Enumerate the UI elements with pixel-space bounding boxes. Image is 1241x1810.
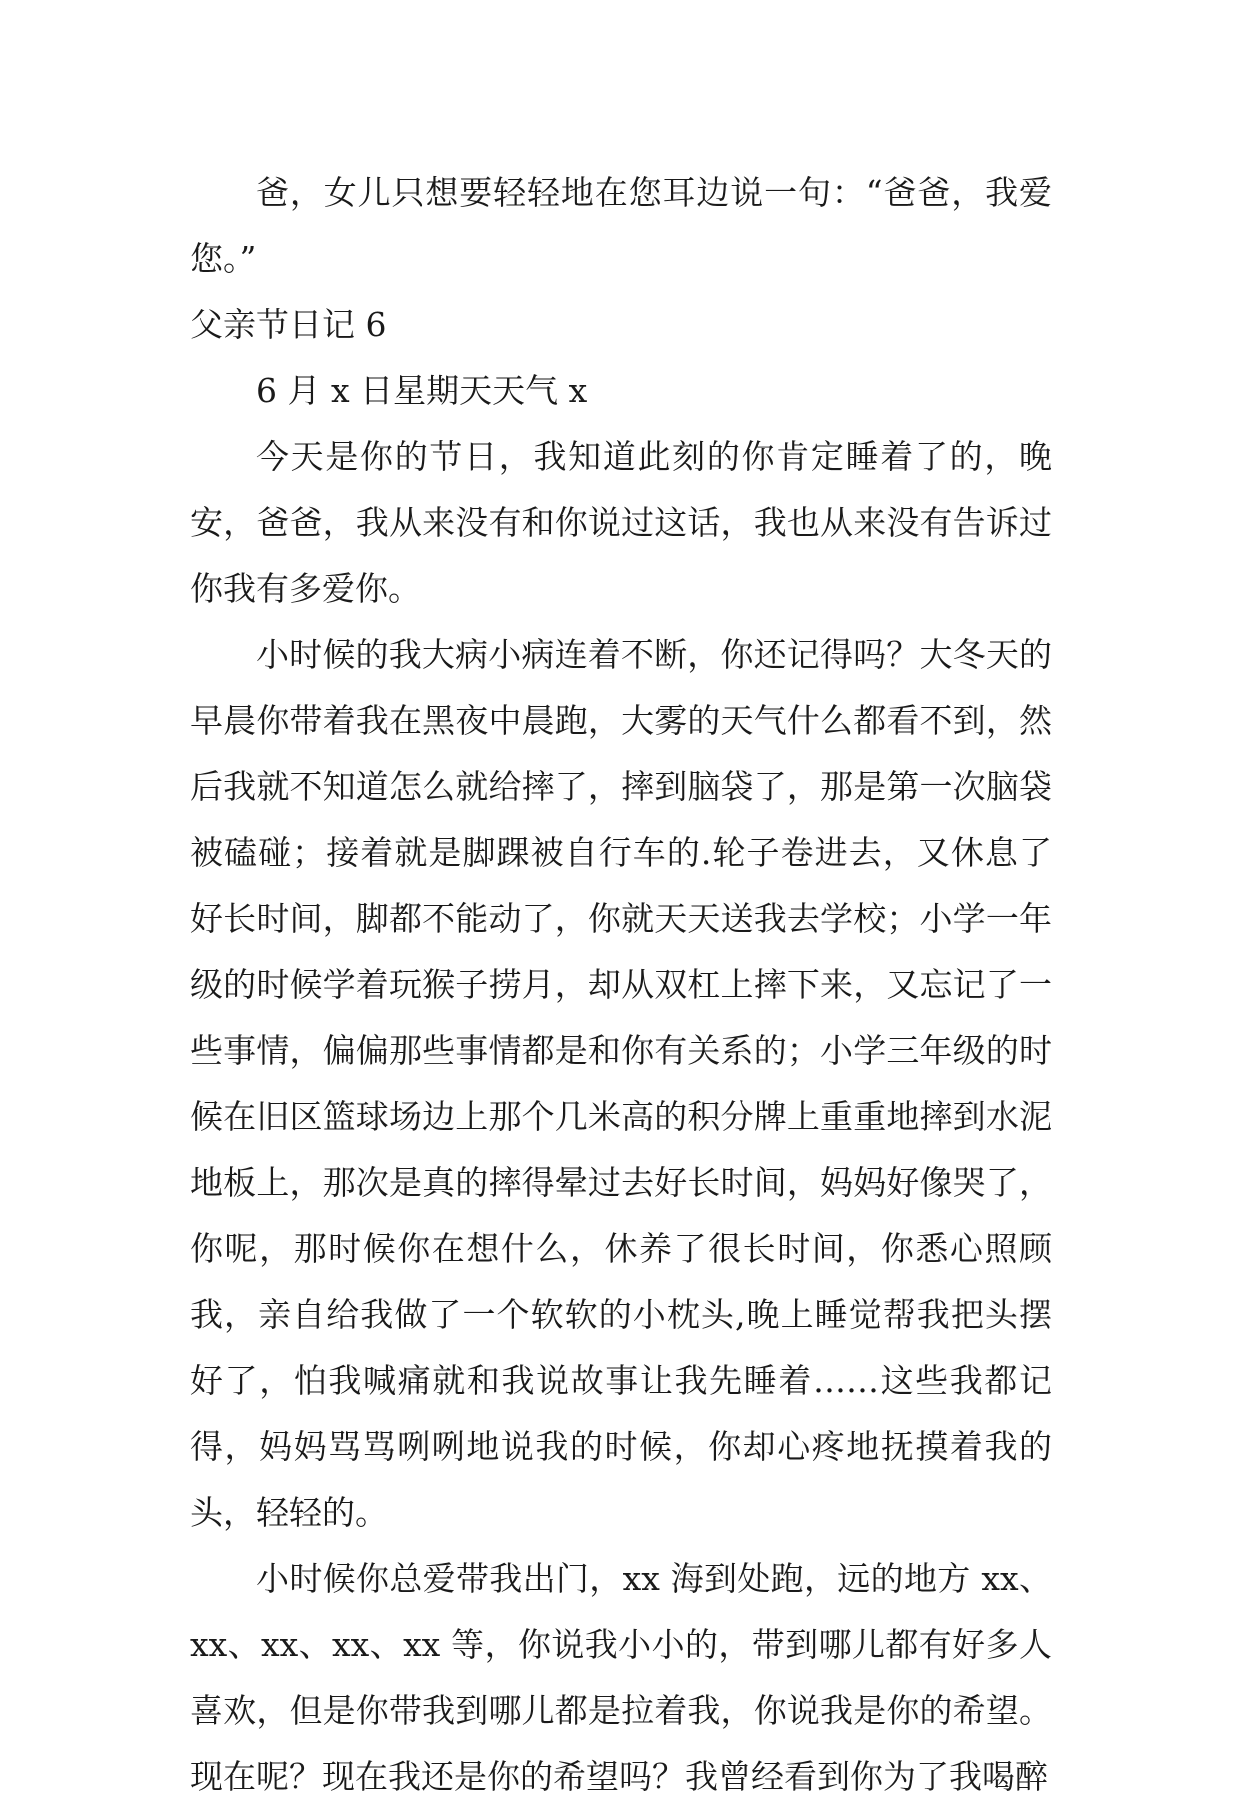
paragraph-intro: 今天是你的节日，我知道此刻的你肯定睡着了的，晚安，爸爸，我从来没有和你说过这话，我也从来没有告诉过你我有多爱你。 — [190, 437, 1052, 608]
diary-date-line: 6 月 x 日星期天天气 x — [256, 371, 588, 410]
paragraph-travel-memories: 小时候你总爱带我出门，xx 海到处跑，远的地方 xx、xx、xx、xx、xx 等，你说我小小的，带到哪儿都有好多人喜欢，但是你带我到哪儿都是拉着我，你说我是你的希望。现在呢？现在我还是你的希望吗？我曾经看到你为了我喝醉 — [190, 1559, 1052, 1796]
paragraph-closing-line: 爸，女儿只想要轻轻地在您耳边说一句：“爸爸，我爱您。” — [190, 173, 1052, 278]
paragraph-childhood-memories: 小时候的我大病小病连着不断，你还记得吗？大冬天的早晨你带着我在黑夜中晨跑，大雾的天气什么都看不到，然后我就不知道怎么就给摔了，摔到脑袋了，那是第一次脑袋被磕碰；接着就是脚踝被自行车的.轮子卷进去，又休息了好长时间，脚都不能动了，你就天天送我去学校；小学一年级的时候学着玩猴子捞月，却从双杠上摔下来，又忘记了一些事情，偏偏那些事情都是和你有关系的；小学三年级的时候在旧区篮球场边上那个几米高的积分牌上重重地摔到水泥地板上，那次是真的摔得晕过去好长时间，妈妈好像哭了，你呢，那时候你在想什么，休养了很长时间，你悉心照顾我，亲自给我做了一个软软的小枕头,晚上睡觉帮我把头摆好了，怕我喊痛就和我说故事让我先睡着……这些我都记得，妈妈骂骂咧咧地说我的时候，你却心疼地抚摸着我的头，轻轻的。 — [190, 635, 1052, 1532]
section-heading: 父亲节日记 6 — [190, 305, 387, 344]
document-body — [190, 160, 1052, 1810]
